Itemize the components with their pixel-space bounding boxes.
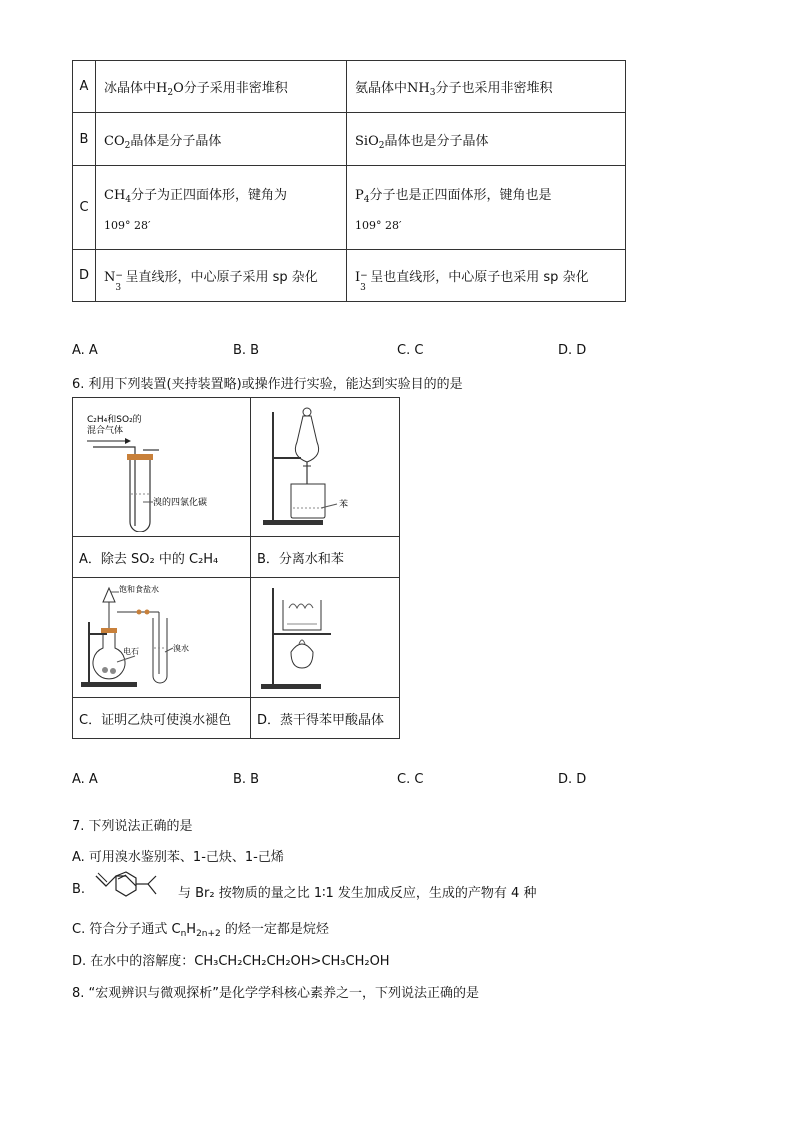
table-row (73, 250, 626, 302)
tube-label: 溴水 (173, 644, 189, 653)
right-text: 晶体也是分子晶体 (384, 133, 489, 149)
caption-c: C．证明乙炔可使溴水褪色 (73, 698, 251, 739)
subscript: 4 (363, 194, 370, 205)
acetylene-figure (73, 578, 250, 693)
caption-a: A．除去 SO₂ 中的 C₂H₄ (73, 537, 251, 578)
leader-line (321, 504, 337, 508)
dropping-funnel (103, 588, 115, 602)
question-6-stem: 6. 利用下列装置(夹持装置略)或操作进行实验，能达到实验目的的是 (72, 377, 463, 392)
option-b: B. B (233, 772, 260, 787)
option-d: D. D (558, 772, 587, 787)
apparatus-d-figure (251, 578, 400, 698)
left-cell (96, 113, 347, 166)
formula: CO (104, 133, 125, 149)
q7-c-text: C. 符合分子通式 C (72, 922, 181, 937)
option-d: D. D (558, 343, 587, 358)
rubber-joint (137, 610, 142, 615)
subscript: 4 (125, 194, 132, 205)
gas-label-line2: 混合气体 (87, 426, 124, 436)
formula: NH (407, 81, 430, 96)
flask (93, 633, 125, 679)
stopper (101, 628, 117, 633)
right-cell (347, 166, 626, 250)
caption-b: B．分离水和苯 (251, 537, 400, 578)
subscript: 3 (115, 283, 122, 293)
stopper (127, 454, 153, 460)
row-key: D (73, 250, 96, 302)
rubber-joint (145, 610, 150, 615)
q7-option-d: D. 在水中的溶解度：CH₃CH₂CH₂CH₂OH>CH₃CH₂OH (72, 954, 390, 969)
beaker (291, 484, 325, 518)
alcohol-lamp (291, 644, 313, 668)
left-text: 晶体是分子晶体 (130, 133, 222, 149)
question-7-stem: 7. 下列说法正确的是 (72, 819, 193, 834)
q6-apparatus-table (72, 397, 400, 739)
subscript: n (180, 929, 187, 939)
subscript: 3 (360, 283, 366, 293)
layer-label: 苯 (339, 500, 349, 510)
funnel-stopper (303, 408, 311, 416)
subscript: 2 (124, 140, 131, 151)
option-c: C. C (397, 772, 424, 787)
liquid-label: 溴的四氯化碳 (153, 498, 208, 508)
right-cell (347, 113, 626, 166)
stand-base (261, 684, 321, 689)
right-cell (347, 250, 626, 302)
apparatus-c-figure (73, 578, 251, 698)
left-cell (96, 166, 347, 250)
option-a: A. A (72, 772, 98, 787)
formula: O (173, 81, 184, 96)
leader-line (165, 648, 173, 652)
stand-base (263, 520, 323, 525)
row-key: C (73, 166, 96, 250)
subscript: 2n+2 (196, 929, 221, 939)
q7-c-text: 的烃一定都是烷烃 (220, 922, 329, 937)
leader-line (117, 656, 135, 662)
superscript: − (360, 271, 368, 281)
table-row (73, 61, 626, 113)
right-cell (347, 61, 626, 113)
q7-option-a: A. 可用溴水鉴别苯、1-己炔、1-己烯 (72, 850, 284, 865)
solid-label: 电石 (123, 647, 139, 656)
formula: P (355, 187, 364, 203)
separatory-funnel-figure (251, 398, 399, 532)
right-text: 分子也采用非密堆积 (435, 81, 553, 96)
arrow-head (125, 438, 131, 444)
test-tube (130, 460, 150, 532)
carbide-lump (102, 667, 108, 673)
funnel-body (295, 416, 318, 462)
left-text: 分子为正四面体形，键角为 (131, 187, 288, 203)
apparatus-b-figure (251, 398, 400, 537)
vapor-lines (289, 604, 313, 608)
subscript: 2 (378, 140, 385, 151)
formula: I (355, 270, 361, 285)
formula: N (104, 270, 116, 285)
left-cell (96, 61, 347, 113)
q7-option-c (72, 918, 329, 937)
bond-angle: 109° 28′ (104, 218, 151, 232)
q7-option-b-text: 与 Br₂ 按物质的量之比 1∶1 发生加成反应，生成的产物有 4 种 (178, 886, 537, 901)
left-text: 分子采用非密堆积 (183, 81, 288, 96)
right-text: 呈也直线形，中心原子也采用 sp 杂化 (366, 270, 589, 285)
table-row (73, 113, 626, 166)
q7-option-b-label: B. (72, 882, 86, 897)
formula: SiO (355, 133, 379, 149)
left-cell (96, 250, 347, 302)
left-text: 呈直线形，中心原子采用 sp 杂化 (121, 270, 318, 285)
option-b: B. B (233, 343, 260, 358)
left-text: 冰晶体中 (104, 81, 157, 96)
terpene-structure-icon (92, 870, 182, 898)
flame (299, 640, 305, 644)
evaporation-figure (251, 578, 399, 693)
question-8-stem: 8. “宏观辨识与微观探析”是化学学科核心素养之一，下列说法正确的是 (72, 986, 480, 1001)
gas-washing-figure (73, 398, 250, 532)
right-text: 氨晶体中 (355, 81, 408, 96)
caption-d: D．蒸干得苯甲酸晶体 (251, 698, 400, 739)
carbide-lump (110, 668, 116, 674)
q5-table (72, 60, 626, 302)
right-text: 分子也是正四面体形，键角也是 (369, 187, 552, 203)
subscript: 3 (429, 88, 436, 98)
formula: CH (104, 187, 126, 203)
q7-d-formula: CH₃CH₂CH₂CH₂OH>CH₃CH₂OH (194, 954, 390, 969)
subscript: 2 (167, 88, 174, 98)
row-key: B (73, 113, 96, 166)
q7-c-text: H (186, 922, 197, 937)
stand-base (81, 682, 137, 687)
option-a: A. A (72, 343, 98, 358)
row-key: A (73, 61, 96, 113)
formula: H (156, 81, 168, 96)
funnel-label: 饱和食盐水 (119, 585, 159, 594)
bond-angle: 109° 28′ (355, 218, 402, 232)
apparatus-a-figure (73, 398, 251, 537)
superscript: − (115, 271, 123, 281)
test-tube (153, 618, 167, 683)
option-c: C. C (397, 343, 424, 358)
table-row (73, 166, 626, 250)
gas-label-line1: C₂H₄和SO₂的 (87, 415, 142, 425)
